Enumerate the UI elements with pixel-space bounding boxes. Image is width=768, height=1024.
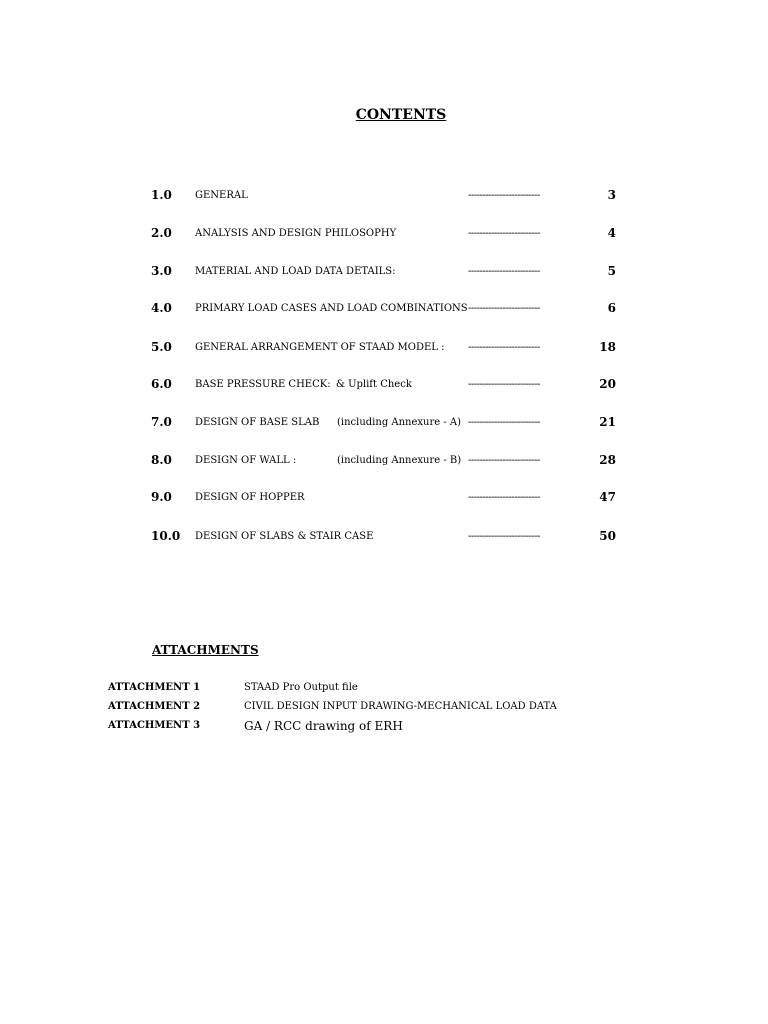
toc-entry-design-slabs-stair-case xyxy=(0,529,768,547)
toc-entry-leader: ------------------------- xyxy=(468,342,540,353)
toc-entry-leader: ------------------------- xyxy=(468,190,540,201)
toc-entry-number: 7.0 xyxy=(151,415,172,429)
toc-entry-design-wall xyxy=(0,453,768,471)
toc-entry-leader: ------------------------- xyxy=(468,417,540,428)
toc-entry-leader: ------------------------- xyxy=(468,379,540,390)
toc-entry-number: 1.0 xyxy=(151,188,172,202)
attachment-item xyxy=(0,700,768,718)
toc-entry-title: PRIMARY LOAD CASES AND LOAD COMBINATIONS xyxy=(195,303,468,314)
toc-entry-note: (including Annexure - B) xyxy=(337,455,462,466)
toc-entry-base-pressure-check xyxy=(0,377,768,395)
toc-entry-page: 3 xyxy=(607,188,616,202)
attachment-label: ATTACHMENT 1 xyxy=(108,682,201,693)
toc-entry-page: 4 xyxy=(607,226,616,240)
attachment-description: GA / RCC drawing of ERH xyxy=(244,719,403,733)
toc-entry-page: 6 xyxy=(607,301,616,315)
toc-entry-page: 5 xyxy=(607,264,616,278)
toc-entry-number: 4.0 xyxy=(151,301,172,315)
attachment-label: ATTACHMENT 3 xyxy=(108,720,201,731)
toc-entry-title: DESIGN OF WALL : xyxy=(195,455,297,466)
toc-entry-page: 18 xyxy=(599,340,616,354)
toc-entry-page: 47 xyxy=(599,490,616,504)
attachment-item xyxy=(0,681,768,699)
toc-entry-leader: ------------------------- xyxy=(468,303,540,314)
toc-entry-general-arrangement xyxy=(0,340,768,358)
toc-entry-title: BASE PRESSURE CHECK: xyxy=(195,379,331,390)
toc-entry-title: GENERAL ARRANGEMENT OF STAAD MODEL : xyxy=(195,342,445,353)
toc-entry-number: 2.0 xyxy=(151,226,172,240)
toc-entry-page: 50 xyxy=(599,529,616,543)
toc-entry-design-hopper xyxy=(0,490,768,508)
toc-entry-leader: ------------------------- xyxy=(468,531,540,542)
toc-entry-number: 9.0 xyxy=(151,490,172,504)
attachment-description: STAAD Pro Output file xyxy=(244,682,358,693)
toc-entry-title: DESIGN OF BASE SLAB xyxy=(195,417,320,428)
attachment-description: CIVIL DESIGN INPUT DRAWING-MECHANICAL LOAD DATA xyxy=(244,701,557,712)
toc-entry-title: MATERIAL AND LOAD DATA DETAILS: xyxy=(195,266,396,277)
toc-entry-title: DESIGN OF SLABS & STAIR CASE xyxy=(195,531,374,542)
toc-entry-number: 10.0 xyxy=(151,529,181,543)
toc-entry-general xyxy=(0,188,768,206)
toc-entry-number: 6.0 xyxy=(151,377,172,391)
attachment-label: ATTACHMENT 2 xyxy=(108,701,201,712)
toc-entry-material-load-data xyxy=(0,264,768,282)
toc-entry-design-base-slab xyxy=(0,415,768,433)
toc-entry-number: 5.0 xyxy=(151,340,172,354)
toc-entry-title: DESIGN OF HOPPER xyxy=(195,492,305,503)
page-title: CONTENTS xyxy=(355,107,447,123)
toc-entry-leader: ------------------------- xyxy=(468,228,540,239)
toc-entry-page: 21 xyxy=(599,415,616,429)
toc-entry-number: 8.0 xyxy=(151,453,172,467)
toc-entry-title: ANALYSIS AND DESIGN PHILOSOPHY xyxy=(195,228,397,239)
attachments-heading: ATTACHMENTS xyxy=(152,643,259,657)
toc-entry-title: GENERAL xyxy=(195,190,248,201)
toc-entry-leader: ------------------------- xyxy=(468,266,540,277)
toc-entry-leader: ------------------------- xyxy=(468,492,540,503)
toc-entry-note: (including Annexure - A) xyxy=(337,417,462,428)
toc-entry-page: 28 xyxy=(599,453,616,467)
attachment-item xyxy=(0,719,768,737)
toc-entry-primary-load-cases xyxy=(0,301,768,319)
toc-entry-leader: ------------------------- xyxy=(468,455,540,466)
toc-entry-note: & Uplift Check xyxy=(336,379,412,390)
toc-entry-analysis-design-philosophy xyxy=(0,226,768,244)
toc-entry-page: 20 xyxy=(599,377,616,391)
toc-entry-number: 3.0 xyxy=(151,264,172,278)
